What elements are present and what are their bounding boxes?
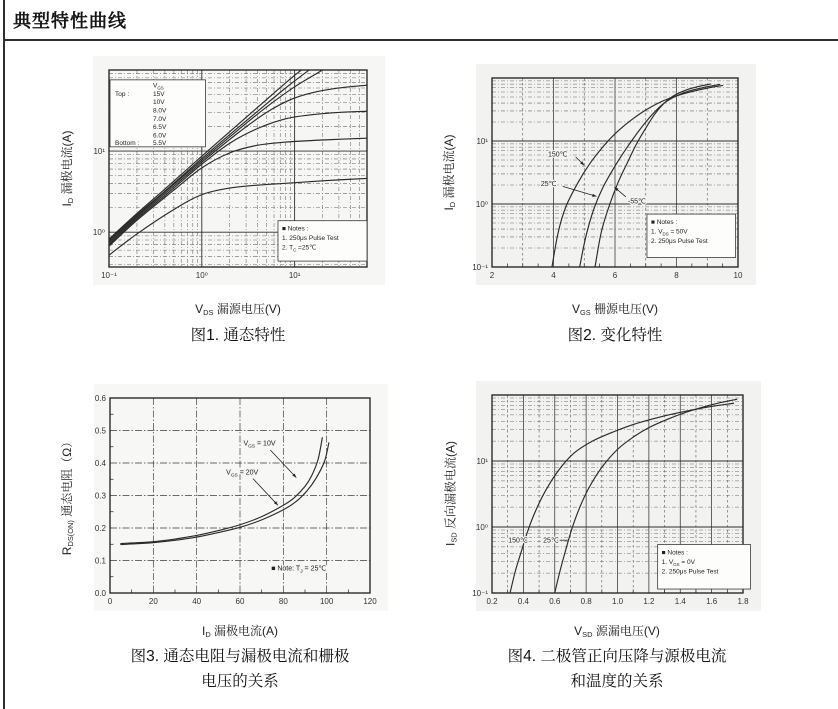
svg-text:0.2: 0.2 — [486, 597, 498, 606]
svg-text:6.0V: 6.0V — [152, 132, 167, 140]
fig3-xlabel: $I_D$ 漏极电流(A) — [201, 624, 279, 639]
fig1-xlabel: $V_{DS}$ 漏源电压(V) — [195, 302, 281, 317]
caption-line: 图1. 通态特性 — [190, 327, 286, 344]
svg-text:2: 2 — [489, 271, 495, 280]
svg-text:10¹: 10¹ — [288, 271, 301, 280]
svg-text:0.5: 0.5 — [94, 426, 106, 436]
svg-text:-55℃: -55℃ — [627, 198, 646, 206]
svg-text:80: 80 — [278, 597, 288, 606]
fig3-plot — [94, 384, 388, 611]
svg-text:8.0V: 8.0V — [152, 107, 167, 115]
svg-text:25℃: 25℃ — [543, 537, 559, 545]
figure1-caption — [93, 323, 383, 348]
svg-text:7.0V: 7.0V — [152, 115, 167, 123]
svg-text:10⁰: 10⁰ — [92, 227, 105, 237]
svg-text:60: 60 — [235, 597, 245, 606]
figure2-caption — [470, 323, 760, 348]
svg-text:150℃: 150℃ — [547, 151, 568, 159]
svg-text:10: 10 — [733, 271, 743, 280]
fig3-scan-background — [94, 384, 388, 611]
caption-line: 图4. 二极管正向压降与源极电流 — [507, 648, 727, 665]
svg-text:6.5V: 6.5V — [152, 124, 167, 132]
svg-text:10⁻¹: 10⁻¹ — [101, 271, 117, 280]
svg-text:1.6: 1.6 — [706, 597, 718, 606]
svg-text:1.2: 1.2 — [643, 597, 655, 606]
svg-text:10⁻¹: 10⁻¹ — [472, 588, 488, 598]
figure3-caption — [75, 644, 405, 694]
fig1-ylabel: $I_D$ 漏极电流(A) — [59, 129, 75, 207]
page-title: 典型特性曲线 — [13, 11, 127, 31]
fig4-plot — [472, 381, 761, 611]
svg-text:8: 8 — [674, 271, 679, 280]
svg-text:0.6: 0.6 — [549, 597, 561, 606]
svg-text:0.6: 0.6 — [94, 393, 106, 403]
svg-text:0.4: 0.4 — [517, 597, 529, 606]
caption-line: 和温度的关系 — [570, 673, 664, 690]
svg-text:0.1: 0.1 — [94, 556, 106, 566]
fig1-notes-box — [278, 221, 367, 261]
svg-text:100: 100 — [319, 597, 334, 606]
svg-text:0.8: 0.8 — [580, 597, 592, 606]
svg-text:VGS = 10V: $V_{GS} = 10V$ — [243, 440, 276, 450]
svg-text:0.4: 0.4 — [94, 458, 106, 468]
svg-text:0.0: 0.0 — [94, 588, 106, 598]
svg-text:■ Notes :: ■ Notes : — [281, 225, 309, 233]
fig3-note: ■ Note: $T_J$ = 25℃ — [271, 565, 327, 575]
caption-line: 电压的关系 — [201, 673, 279, 690]
svg-text:10⁰: 10⁰ — [475, 522, 488, 532]
fig1-legend-box — [110, 80, 205, 147]
fig4-label-150 — [508, 538, 528, 545]
fig2-notes-box — [647, 214, 736, 257]
fig2-plot — [472, 64, 756, 285]
fig4-xlabel: $V_{SD}$ 源漏电压(V) — [574, 624, 660, 639]
svg-text:6: 6 — [612, 271, 618, 280]
fig3-ylabel: $R_{DS(ON)}$ 通态电阻（Ω） — [59, 435, 75, 555]
figure4-caption — [452, 644, 782, 694]
svg-text:1.4: 1.4 — [674, 597, 686, 606]
svg-text:20: 20 — [148, 597, 158, 606]
svg-text:1. VGS = 0V: 1. $V_{GS} = 0V$ — [661, 558, 695, 567]
svg-text:VGS = 20V: $V_{GS} = 20V$ — [226, 469, 259, 479]
svg-text:1.8: 1.8 — [737, 597, 749, 606]
fig4-ylabel: $I_{SD}$ 反向漏极电流(A) — [443, 440, 459, 547]
svg-text:10V: 10V — [152, 99, 165, 107]
svg-text:120: 120 — [363, 597, 377, 606]
svg-text:25℃: 25℃ — [540, 181, 557, 189]
svg-text:Top :: Top : — [115, 90, 130, 98]
svg-text:10¹: 10¹ — [476, 136, 488, 146]
svg-text:0: 0 — [107, 597, 113, 606]
fig2-ylabel: $I_D$ 漏极电流(A) — [441, 133, 457, 211]
svg-text:0.2: 0.2 — [94, 523, 106, 533]
svg-text:1. 250μs Pulse Test: 1. 250μs Pulse Test — [281, 235, 339, 243]
svg-text:15V: 15V — [152, 90, 165, 98]
svg-text:VGS: $V_{GS}$ — [152, 82, 164, 91]
fig2-xlabel: $V_{GS}$ 栅源电压(V) — [571, 302, 659, 317]
svg-text:10¹: 10¹ — [476, 456, 488, 466]
svg-text:■ Notes :: ■ Notes : — [661, 549, 688, 557]
svg-text:5.5V: 5.5V — [152, 140, 167, 148]
svg-text:2. TC =25℃: 2. $T_C$ =25℃ — [281, 244, 317, 253]
svg-text:10⁻¹: 10⁻¹ — [472, 262, 488, 272]
svg-text:■ Notes :: ■ Notes : — [650, 219, 678, 227]
caption-line: 图2. 变化特性 — [567, 327, 663, 344]
svg-text:0.3: 0.3 — [94, 491, 106, 501]
fig1-plot — [93, 56, 385, 285]
svg-text:4: 4 — [551, 271, 556, 280]
svg-text:150℃: 150℃ — [508, 537, 528, 545]
caption-line: 图3. 通态电阻与漏极电流和栅极 — [130, 648, 350, 665]
fig4-notes-box — [658, 544, 751, 589]
svg-text:2. 250μs Pulse Test: 2. 250μs Pulse Test — [650, 238, 708, 246]
svg-text:10⁰: 10⁰ — [475, 199, 488, 209]
svg-text:2. 250μs Pulse Test: 2. 250μs Pulse Test — [661, 568, 719, 576]
svg-text:1.0: 1.0 — [611, 597, 624, 606]
svg-text:Bottom :: Bottom : — [115, 140, 140, 148]
svg-text:10⁰: 10⁰ — [195, 271, 208, 280]
svg-text:1. VDS = 50V: 1. $V_{DS} = 50V$ — [650, 228, 688, 237]
svg-text:10¹: 10¹ — [93, 146, 105, 156]
svg-text:40: 40 — [192, 597, 202, 606]
